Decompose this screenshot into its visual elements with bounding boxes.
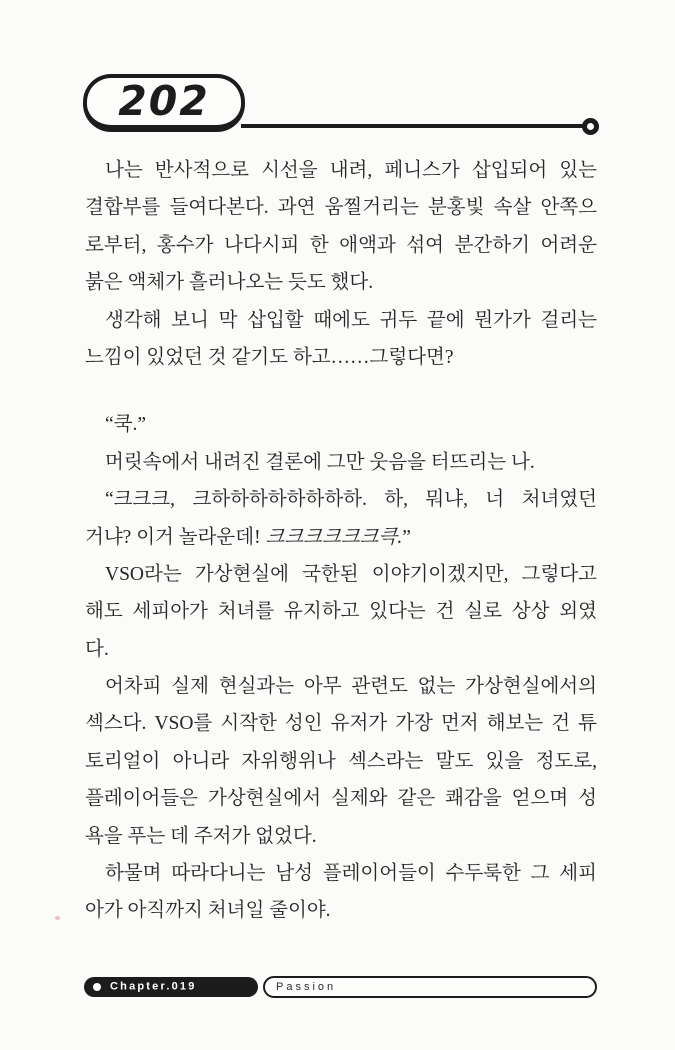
section-badge [263, 976, 597, 998]
text-line: 하물며 따라다니는 남성 플레이어들이 수두룩한 그 세피 [105, 863, 597, 885]
header-rule [241, 124, 583, 128]
chapter-label: Chapter.019 [110, 980, 197, 992]
text-line: 아가 아직까지 처녀일 줄이야. [85, 900, 331, 922]
text-line: 다. [85, 638, 109, 660]
text-segment: 거냐? 이거 놀라운데! [85, 526, 266, 548]
text-line: 욕을 푸는 데 주저가 없었다. [85, 825, 317, 847]
text-line: 생각해 보니 막 삽입할 때에도 귀두 끝에 뭔가가 걸리는 [105, 309, 597, 331]
text-line: 어차피 실제 현실과는 아무 관련도 없는 가상현실에서의 [105, 676, 597, 698]
text-line: 결합부를 들여다본다. 과연 움찔거리는 분홍빛 속살 안쪽으 [85, 197, 597, 219]
body-text [85, 152, 597, 930]
text-line: 붉은 액체가 흘러나오는 듯도 했다. [85, 272, 374, 294]
text-line: 섹스다. VSO를 시작한 성인 유저가 가장 먼저 해보는 건 튜 [85, 713, 597, 735]
text-line: “크크크, 크하하하하하하하하. 하, 뭐냐, 너 처녀였던 [105, 489, 597, 511]
chapter-badge [84, 977, 258, 997]
text-line: 느낌이 있었던 것 같기도 하고……그렇다면? [85, 346, 454, 368]
text-line: “쿡.” [105, 414, 147, 436]
scan-speck-artifact [55, 916, 60, 920]
bullet-dot-icon [93, 983, 101, 991]
text-line: 해도 세피아가 처녀를 유지하고 있다는 건 실로 상상 외였 [85, 601, 597, 623]
header-ring-icon [582, 118, 599, 135]
text-line: 나는 반사적으로 시선을 내려, 페니스가 삽입되어 있는 [105, 160, 597, 181]
text-line: 토리얼이 아니라 자위행위나 섹스라는 말도 있을 정도로, [85, 750, 597, 772]
text-line [85, 519, 597, 556]
text-line: 플레이어들은 가상현실에서 실제와 같은 쾌감을 얻으며 성 [85, 788, 597, 810]
page-number: 202 [118, 76, 210, 125]
page-number-badge [83, 74, 245, 132]
text-line: 로부터, 홍수가 나다시피 한 애액과 섞여 분간하기 어려운 [85, 234, 597, 256]
text-line: 머릿속에서 내려진 결론에 그만 웃음을 터뜨리는 나. [105, 451, 535, 473]
section-label: Passion [276, 980, 337, 993]
text-segment: ” [402, 526, 411, 548]
text-line: VSO라는 가상현실에 국한된 이야기이겠지만, 그렇다고 [105, 563, 597, 585]
scene-break-gap [85, 376, 597, 406]
text-segment-italic: 크크크크크크큭. [265, 526, 403, 548]
